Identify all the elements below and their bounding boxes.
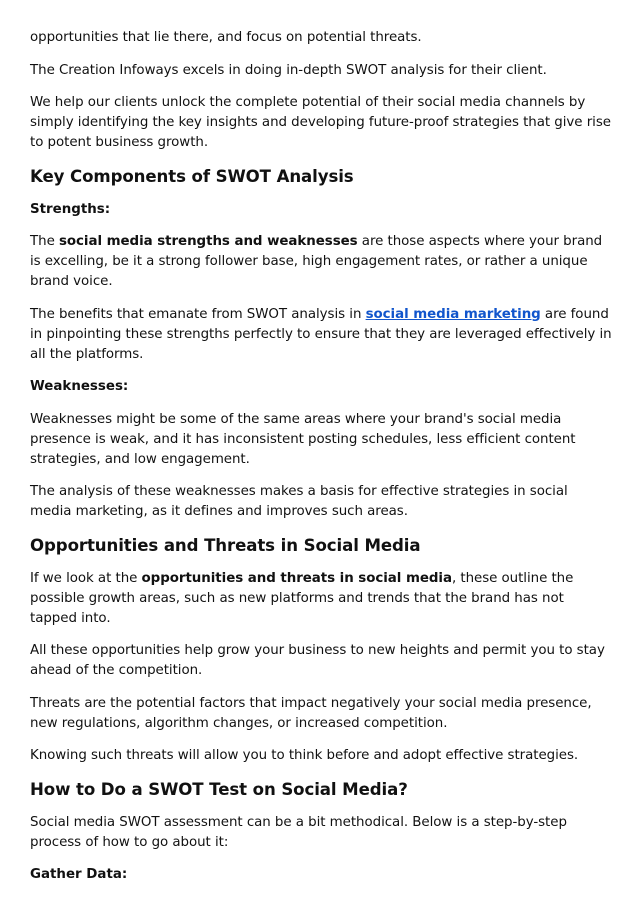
opportunities-paragraph-1 <box>30 569 612 629</box>
weaknesses-heading: Weaknesses: <box>30 379 129 394</box>
opp-p1-post: , these outline the possible growth areas, such as new platforms and trends that the brand has not tapped into. <box>30 570 574 626</box>
opp-p1-bold: opportunities and threats in social media <box>141 570 452 586</box>
how-to-paragraph: Social media SWOT assessment can be a bit methodical. Below is a step-by-step process of how to go about it: <box>30 814 567 850</box>
strengths-p1-post: are those aspects where your brand is excelling, be it a strong follower base, high engagement rates, or rather a unique brand voice. <box>30 234 603 289</box>
how-to-heading: How to Do a SWOT Test on Social Media? <box>30 779 408 799</box>
strengths-p1-bold: social media strengths and weaknesses <box>58 234 358 249</box>
weaknesses-paragraph-2: The analysis of these weaknesses makes a basis for effective strategies in social media marketing, as it defines and improves such areas. <box>30 484 568 519</box>
threats-paragraph-1: Threats are the potential factors that impact negatively your social media presence, new regulations, algorithm changes, or increased competition. <box>30 695 592 731</box>
strengths-p2-pre: The benefits that emanate from SWOT analysis in <box>30 306 366 322</box>
strengths-heading: Strengths: <box>30 201 111 217</box>
key-components-heading: Key Components of SWOT Analysis <box>30 166 354 186</box>
opp-p1-pre: If we look at the <box>30 570 142 586</box>
strengths-paragraph-1 <box>30 232 612 292</box>
company-paragraph: The Creation Infoways excels in doing in-depth SWOT analysis for their client. <box>30 62 547 78</box>
opportunities-threats-heading: Opportunities and Threats in Social Media <box>30 535 421 555</box>
strengths-p2-post: are found in pinpointing these strengths perfectly to ensure that they are leveraged effectively in all the platforms. <box>30 306 612 362</box>
help-paragraph: We help our clients unlock the complete potential of their social media channels by simply identifying the key insights and developing future-proof strategies that give rise to potent business growth. <box>30 95 611 150</box>
strengths-paragraph-2 <box>30 305 612 365</box>
opportunities-paragraph-2: All these opportunities help grow your business to new heights and permit you to stay ahead of the competition. <box>30 643 605 678</box>
threats-paragraph-2: Knowing such threats will allow you to think before and adopt effective strategies. <box>30 748 579 763</box>
gather-data-heading: Gather Data: <box>30 867 128 882</box>
intro-tail-paragraph: opportunities that lie there, and focus on potential threats. <box>30 30 422 45</box>
social-media-marketing-link[interactable]: social media marketing <box>365 306 541 322</box>
weaknesses-paragraph-1: Weaknesses might be some of the same areas where your brand's social media presence is weak, and it has inconsistent posting schedules, less efficient content strategies, and low engagement. <box>30 411 576 467</box>
strengths-p1-pre: The <box>30 234 59 249</box>
